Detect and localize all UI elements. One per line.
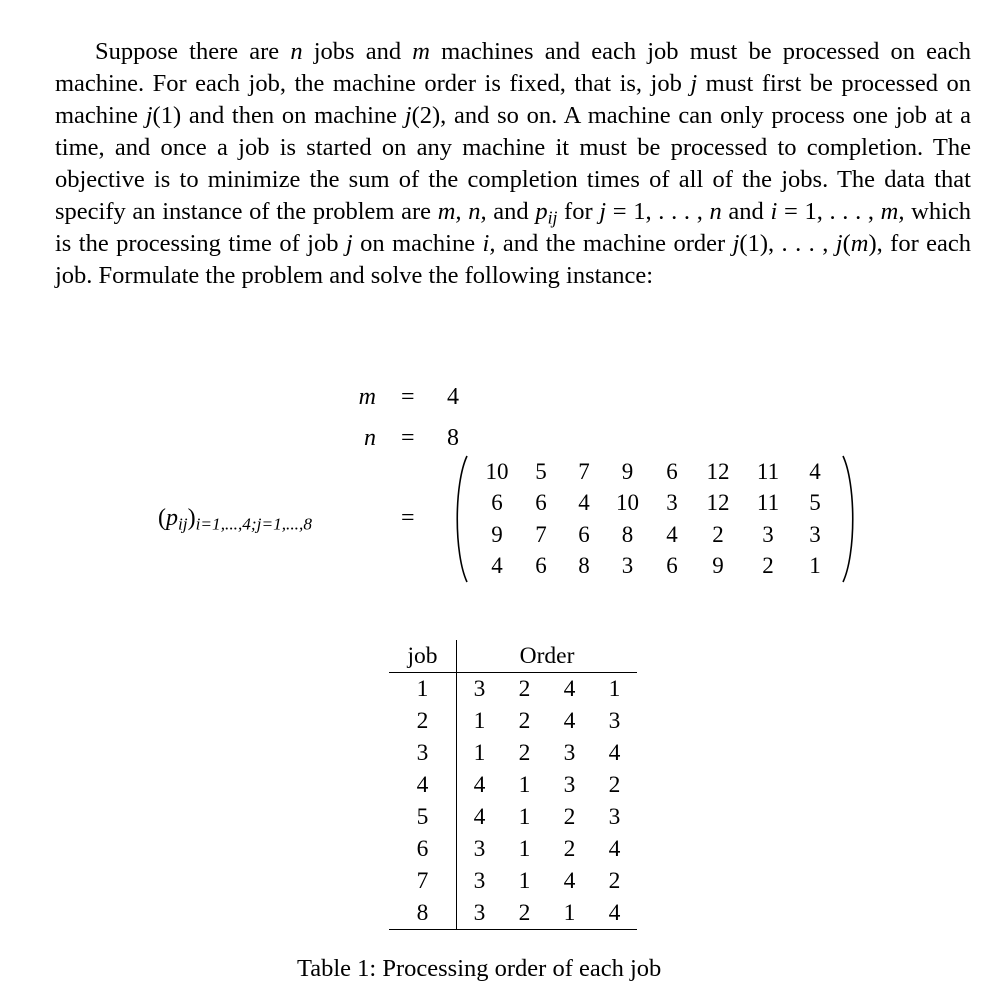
job-number: 7: [389, 865, 457, 897]
order-cell: 1: [518, 867, 531, 894]
order-cell: 4: [563, 867, 576, 894]
matrix-cell: 5: [809, 490, 821, 516]
equation-n-lhs: n: [364, 425, 376, 451]
matrix-row: [476, 456, 837, 488]
header-job: job: [389, 640, 457, 673]
matrix-cell: 6: [578, 521, 590, 547]
order-cell: 4: [473, 771, 486, 798]
matrix-cell: 3: [621, 553, 634, 579]
matrix-cell: 3: [666, 490, 678, 516]
order-cell: 2: [563, 803, 576, 830]
equation-p-sign: =: [401, 505, 415, 531]
matrix-row: [476, 519, 837, 551]
matrix-cell: 10: [616, 490, 639, 516]
equation-m-sign: =: [401, 384, 415, 410]
matrix-cell: 11: [756, 458, 780, 484]
matrix-cell: 12: [706, 458, 730, 484]
matrix-cell: 6: [535, 553, 547, 579]
matrix-right-paren: [840, 454, 860, 584]
matrix-cell: 8: [621, 521, 634, 547]
matrix-cell: 10: [485, 458, 509, 484]
equation-n: [0, 425, 998, 455]
order-cell: 4: [592, 897, 637, 930]
matrix-row: [476, 488, 837, 520]
table-row: [389, 673, 637, 706]
order-cell: 2: [518, 707, 531, 734]
matrix-cell: 1: [809, 553, 821, 579]
matrix-grid: [476, 456, 837, 582]
problem-statement: Suppose there are n jobs and m machines and each job must be processed on each machine. For each job, the machine order is fixed, that is, job j must first be processed on machine j(1) and then on machine j(2), and so on. A machine can only process one job at a time, and once a job is started on any machine it must be processed to completion. The objective is to minimize the sum of the completion times of all of the jobs. The data that specify an instance of the problem are m, n, and $p_{ij}$ for j = 1, . . . , n and i = 1, . . . , m, which is the processing time of job j on machine i, and the machine order j(1), . . . , j(m), for each job. Formulate the problem and solve the following instance:: [55, 38, 972, 289]
table-row: [389, 865, 637, 897]
order-cell: 1: [518, 835, 531, 862]
table-caption: Table 1: Processing order of each job: [297, 955, 662, 982]
matrix-cell: 3: [762, 521, 774, 547]
order-cell: 3: [608, 803, 621, 830]
equation-m: [0, 384, 998, 414]
table-row: [389, 897, 637, 930]
equation-m-value: 4: [447, 384, 459, 410]
order-cell: 2: [608, 771, 621, 798]
order-cell: 3: [473, 835, 486, 862]
order-cell: 4: [473, 803, 486, 830]
matrix-cell: 12: [706, 490, 730, 516]
table-row: [389, 705, 637, 737]
order-cell: 3: [563, 771, 576, 798]
order-cell: 2: [502, 897, 547, 930]
header-order: Order: [457, 640, 638, 673]
order-cell: 3: [563, 739, 576, 766]
order-cell: 2: [518, 675, 531, 702]
order-cell: 4: [608, 739, 621, 766]
matrix-cell: 4: [578, 490, 590, 516]
job-number: 1: [389, 673, 457, 706]
matrix-cell: 4: [491, 553, 503, 579]
matrix-cell: 5: [535, 458, 547, 484]
equation-p-lhs: $(p_{ij})_{i=1,...,4;j=1,...,8}$: [158, 505, 312, 534]
table-row: [389, 833, 637, 865]
matrix-cell: 2: [762, 553, 774, 579]
order-cell: 1: [518, 771, 531, 798]
matrix-cell: 9: [712, 553, 724, 579]
order-cell: 3: [608, 707, 621, 734]
equation-n-value: 8: [447, 425, 459, 451]
matrix-cell: 6: [491, 490, 503, 516]
job-number: 2: [389, 705, 457, 737]
matrix-row: [476, 551, 837, 583]
order-cell: 1: [547, 897, 592, 930]
processing-time-matrix: [450, 454, 860, 584]
equation-n-sign: =: [401, 425, 415, 451]
matrix-cell: 11: [756, 490, 780, 516]
matrix-cell: 6: [535, 490, 547, 516]
matrix-cell: 7: [535, 521, 547, 547]
job-order-table: [389, 640, 637, 930]
equation-m-lhs: m: [358, 384, 376, 410]
matrix-cell: 4: [666, 521, 678, 547]
matrix-cell: 4: [809, 458, 821, 484]
matrix-left-paren: [450, 454, 470, 584]
job-number: 6: [389, 833, 457, 865]
order-cell: 3: [473, 675, 486, 702]
order-cell: 1: [473, 707, 486, 734]
order-cell: 1: [518, 803, 531, 830]
matrix-cell: 7: [578, 458, 590, 484]
job-number: 3: [389, 737, 457, 769]
matrix-cell: 9: [491, 521, 503, 547]
matrix-cell: 9: [621, 458, 634, 484]
matrix-cell: 6: [666, 553, 678, 579]
order-cell: 4: [563, 675, 576, 702]
matrix-cell: 8: [578, 553, 590, 579]
order-cell: 1: [608, 675, 621, 702]
job-number: 8: [389, 897, 457, 930]
order-cell: 1: [473, 739, 486, 766]
job-number: 5: [389, 801, 457, 833]
matrix-cell: 6: [666, 458, 678, 484]
matrix-cell: 2: [712, 521, 724, 547]
order-cell: 3: [457, 897, 503, 930]
matrix-cell: 3: [809, 521, 821, 547]
table-row: [389, 769, 637, 801]
order-cell: 3: [473, 867, 486, 894]
order-cell: 4: [608, 835, 621, 862]
table-row: [389, 737, 637, 769]
order-cell: 2: [518, 739, 531, 766]
order-cell: 2: [563, 835, 576, 862]
order-cell: 4: [563, 707, 576, 734]
order-cell: 2: [608, 867, 621, 894]
table-row: [389, 801, 637, 833]
job-number: 4: [389, 769, 457, 801]
